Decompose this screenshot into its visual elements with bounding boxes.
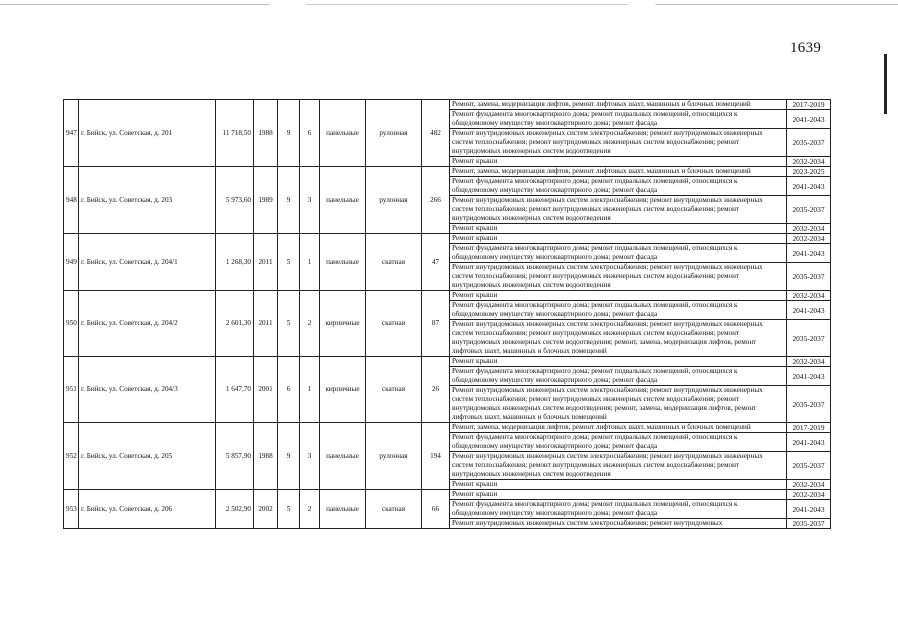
repair-work-type: Ремонт фундамента многоквартирного дома; ремонт подвальных помещений, относящихся к общедомовому имуществу многоквартирного дома; ремонт фасада: [450, 367, 787, 386]
repair-period: 2035-2037: [787, 320, 831, 357]
repair-work-type: Ремонт внутридомовых инженерных систем электроснабжения; ремонт внутридомовых инженерных систем теплоснабжения; ремонт внутридомовых инженерных систем водоснабжения; ремонт внутридомовых инженерных систем водоотведения: [450, 452, 787, 480]
table-row: [64, 234, 831, 244]
floor-count: 5: [278, 291, 300, 357]
repair-period: 2023-2025: [787, 167, 831, 177]
repair-work-type: Ремонт внутридомовых инженерных систем электроснабжения; ремонт внутридомовых: [450, 519, 787, 529]
scan-top-edge: [0, 4, 898, 5]
repair-period: 2032-2034: [787, 224, 831, 234]
record-number: 951: [64, 357, 79, 423]
building-address: г. Бийск, ул. Советская, д. 204/2: [79, 291, 216, 357]
repair-period: 2041-2043: [787, 244, 831, 263]
repair-period: 2041-2043: [787, 301, 831, 320]
roof-type: скатная: [366, 291, 422, 357]
repair-schedule-table: [63, 99, 831, 529]
wall-material: кирпичные: [320, 291, 366, 357]
entrance-count: 3: [300, 423, 320, 490]
repair-period: 2032-2034: [787, 480, 831, 490]
table-row: [64, 100, 831, 110]
build-year: 2011: [254, 234, 278, 291]
repair-work-type: Ремонт фундамента многоквартирного дома; ремонт подвальных помещений, относящихся к общедомовому имуществу многоквартирного дома; ремонт фасада: [450, 244, 787, 263]
repair-period: 2035-2037: [787, 129, 831, 157]
wall-material: панельные: [320, 423, 366, 490]
record-number: 948: [64, 167, 79, 234]
page-number: 1639: [790, 40, 822, 56]
repair-period: 2041-2043: [787, 500, 831, 519]
apartment-count: 266: [422, 167, 450, 234]
building-address: г. Бийск, ул. Советская, д. 206: [79, 490, 216, 529]
table-row: [64, 167, 831, 177]
repair-work-type: Ремонт фундамента многоквартирного дома; ремонт подвальных помещений, относящихся к общедомовому имуществу многоквартирного дома; ремонт фасада: [450, 177, 787, 196]
entrance-count: 3: [300, 167, 320, 234]
records-body: [64, 100, 831, 529]
roof-type: скатная: [366, 234, 422, 291]
repair-work-type: Ремонт крыши: [450, 291, 787, 301]
build-year: 1988: [254, 423, 278, 490]
repair-period: 2032-2034: [787, 357, 831, 367]
building-area: 5 973,60: [216, 167, 254, 234]
repair-period: 2035-2037: [787, 386, 831, 423]
repair-period: 2035-2037: [787, 452, 831, 480]
floor-count: 9: [278, 423, 300, 490]
repair-work-type: Ремонт фундамента многоквартирного дома; ремонт подвальных помещений, относящихся к общедомовому имуществу многоквартирного дома; ремонт фасада: [450, 433, 787, 452]
repair-period: 2017-2019: [787, 423, 831, 433]
building-address: г. Бийск, ул. Советская, д. 204/3: [79, 357, 216, 423]
repair-work-type: Ремонт внутридомовых инженерных систем электроснабжения; ремонт внутридомовых инженерных систем теплоснабжения; ремонт внутридомовых инженерных систем водоснабжения; ремонт внутридомовых инженерных систем водоотведения: [450, 196, 787, 224]
wall-material: панельные: [320, 490, 366, 529]
apartment-count: 26: [422, 357, 450, 423]
build-year: 1989: [254, 167, 278, 234]
scan-edge-mark: [884, 54, 887, 114]
building-area: 2 601,30: [216, 291, 254, 357]
repair-work-type: Ремонт внутридомовых инженерных систем электроснабжения; ремонт внутридомовых инженерных систем теплоснабжения; ремонт внутридомовых инженерных систем водоснабжения; ремонт внутридомовых инженерных систем водоотведения; ремонт, замена, модернизация лифтов, ремонт лифтовых шахт, машинных и блочных помещений: [450, 320, 787, 357]
repair-period: 2041-2043: [787, 367, 831, 386]
repair-work-type: Ремонт фундамента многоквартирного дома; ремонт подвальных помещений, относящихся к общедомовому имуществу многоквартирного дома; ремонт фасада: [450, 500, 787, 519]
floor-count: 9: [278, 167, 300, 234]
building-area: 11 718,50: [216, 100, 254, 167]
floor-count: 5: [278, 234, 300, 291]
build-year: 2001: [254, 357, 278, 423]
repair-period: 2017-2019: [787, 100, 831, 110]
apartment-count: 66: [422, 490, 450, 529]
apartment-count: 482: [422, 100, 450, 167]
repair-work-type: Ремонт крыши: [450, 157, 787, 167]
repair-period: 2035-2037: [787, 196, 831, 224]
building-address: г. Бийск, ул. Советская, д. 205: [79, 423, 216, 490]
repair-period: 2032-2034: [787, 157, 831, 167]
floor-count: 6: [278, 357, 300, 423]
repair-work-type: Ремонт фундамента многоквартирного дома; ремонт подвальных помещений, относящихся к общедомовому имуществу многоквартирного дома; ремонт фасада: [450, 301, 787, 320]
roof-type: рулонная: [366, 423, 422, 490]
build-year: 1988: [254, 100, 278, 167]
floor-count: 5: [278, 490, 300, 529]
roof-type: скатная: [366, 490, 422, 529]
repair-work-type: Ремонт крыши: [450, 490, 787, 500]
entrance-count: 1: [300, 357, 320, 423]
repair-work-type: Ремонт крыши: [450, 224, 787, 234]
repair-work-type: Ремонт внутридомовых инженерных систем электроснабжения; ремонт внутридомовых инженерных систем теплоснабжения; ремонт внутридомовых инженерных систем водоснабжения; ремонт внутридомовых инженерных систем водоотведения; ремонт, замена, модернизация лифтов, ремонт лифтовых шахт, машинных и блочных помещений: [450, 386, 787, 423]
wall-material: панельные: [320, 167, 366, 234]
repair-work-type: Ремонт крыши: [450, 357, 787, 367]
repair-work-type: Ремонт крыши: [450, 234, 787, 244]
build-year: 2011: [254, 291, 278, 357]
entrance-count: 1: [300, 234, 320, 291]
floor-count: 9: [278, 100, 300, 167]
apartment-count: 47: [422, 234, 450, 291]
repair-period: 2032-2034: [787, 490, 831, 500]
table-row: [64, 357, 831, 367]
repair-work-type: Ремонт фундамента многоквартирного дома; ремонт подвальных помещений, относящихся к общедомовому имуществу многоквартирного дома; ремонт фасада: [450, 110, 787, 129]
record-number: 950: [64, 291, 79, 357]
repair-period: 2041-2043: [787, 177, 831, 196]
building-area: 1 647,70: [216, 357, 254, 423]
entrance-count: 2: [300, 291, 320, 357]
repair-work-type: Ремонт внутридомовых инженерных систем электроснабжения; ремонт внутридомовых инженерных систем теплоснабжения; ремонт внутридомовых инженерных систем водоснабжения; ремонт внутридомовых инженерных систем водоотведения: [450, 263, 787, 291]
record-number: 953: [64, 490, 79, 529]
repair-period: 2032-2034: [787, 291, 831, 301]
repair-period: 2041-2043: [787, 433, 831, 452]
repair-period: 2035-2037: [787, 519, 831, 529]
wall-material: кирпичные: [320, 357, 366, 423]
repair-period: 2041-2043: [787, 110, 831, 129]
table-row: [64, 423, 831, 433]
entrance-count: 2: [300, 490, 320, 529]
roof-type: рулонная: [366, 100, 422, 167]
build-year: 2002: [254, 490, 278, 529]
wall-material: панельные: [320, 100, 366, 167]
roof-type: рулонная: [366, 167, 422, 234]
table-row: [64, 490, 831, 500]
record-number: 947: [64, 100, 79, 167]
repair-period: 2032-2034: [787, 234, 831, 244]
building-area: 2 502,90: [216, 490, 254, 529]
repair-work-type: Ремонт, замена, модернизация лифтов, ремонт лифтовых шахт, машинных и блочных помещений: [450, 423, 787, 433]
repair-work-type: Ремонт крыши: [450, 480, 787, 490]
repair-work-type: Ремонт, замена, модернизация лифтов, ремонт лифтовых шахт, машинных и блочных помещений: [450, 167, 787, 177]
entrance-count: 6: [300, 100, 320, 167]
record-number: 949: [64, 234, 79, 291]
building-area: 1 268,30: [216, 234, 254, 291]
repair-work-type: Ремонт, замена, модернизация лифтов, ремонт лифтовых шахт, машинных и блочных помещений: [450, 100, 787, 110]
building-address: г. Бийск, ул. Советская, д. 201: [79, 100, 216, 167]
wall-material: панельные: [320, 234, 366, 291]
building-address: г. Бийск, ул. Советская, д. 203: [79, 167, 216, 234]
building-area: 5 857,90: [216, 423, 254, 490]
apartment-count: 87: [422, 291, 450, 357]
repair-work-type: Ремонт внутридомовых инженерных систем электроснабжения; ремонт внутридомовых инженерных систем теплоснабжения; ремонт внутридомовых инженерных систем водоснабжения; ремонт внутридомовых инженерных систем водоотведения: [450, 129, 787, 157]
repair-period: 2035-2037: [787, 263, 831, 291]
roof-type: скатная: [366, 357, 422, 423]
building-address: г. Бийск, ул. Советская, д. 204/1: [79, 234, 216, 291]
table-row: [64, 291, 831, 301]
apartment-count: 194: [422, 423, 450, 490]
record-number: 952: [64, 423, 79, 490]
